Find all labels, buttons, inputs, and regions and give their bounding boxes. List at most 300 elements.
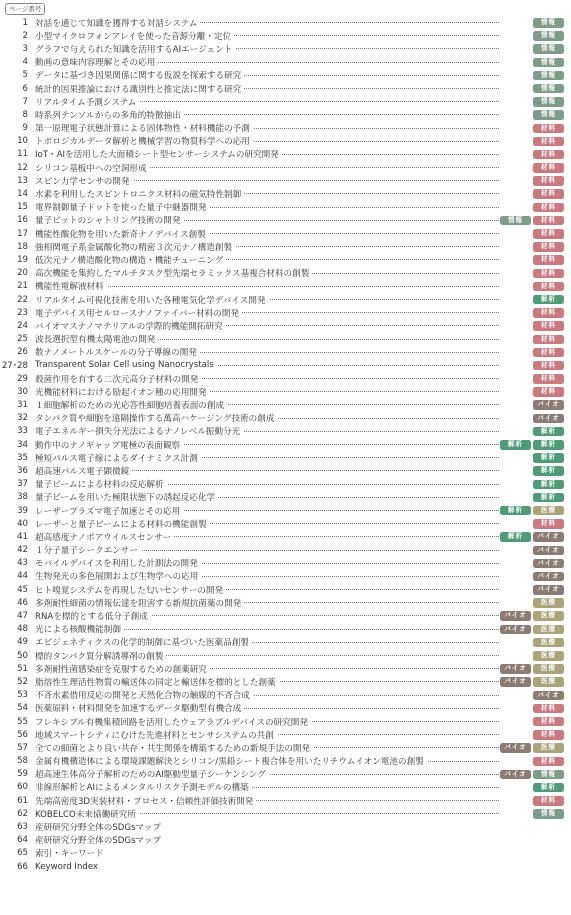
category-tags <box>533 150 564 160</box>
category-tag: 材料 <box>533 757 564 767</box>
category-tags <box>533 229 564 239</box>
category-tags <box>533 717 564 727</box>
toc-row[interactable] <box>0 860 571 873</box>
page-number: 9 <box>22 123 28 134</box>
toc-row[interactable] <box>0 56 571 69</box>
category-tags <box>533 414 564 424</box>
toc-title[interactable]: 動画の意味内容理解とその応用 <box>35 56 158 68</box>
category-tags <box>533 796 564 806</box>
toc-row[interactable] <box>0 333 571 346</box>
toc-row[interactable] <box>0 583 571 596</box>
category-tag: 材料 <box>533 519 564 529</box>
toc-title[interactable]: スピン力学センサの開発 <box>35 175 133 187</box>
category-tag: 情報 <box>533 770 564 780</box>
page-number: 7 <box>22 96 28 107</box>
category-tag: 材料 <box>533 269 564 279</box>
category-tag: 解析 <box>533 427 564 437</box>
category-tags <box>533 321 564 331</box>
category-tags <box>533 124 564 134</box>
category-tag: 解析 <box>533 480 564 490</box>
page-number: 38 <box>17 492 28 503</box>
page-number: 27･28 <box>1 361 28 372</box>
page-number: 58 <box>17 756 28 767</box>
toc-title[interactable]: 超高速生体高分子解析のためのAI駆動型量子シーケンシング <box>35 768 269 780</box>
toc-row[interactable] <box>0 346 571 359</box>
toc-title[interactable]: データに基づき因果関係に関する仮説を探索する研究 <box>35 69 244 81</box>
toc-row[interactable] <box>0 42 571 55</box>
category-tags <box>533 282 564 292</box>
page-number: 52 <box>17 676 28 687</box>
category-tag: 材料 <box>533 361 564 371</box>
page-number: 19 <box>17 254 28 265</box>
toc-title[interactable]: トポロジカルデータ解析と機械学習の物質科学への応用 <box>35 135 253 147</box>
page-number: 17 <box>17 228 28 239</box>
toc-title[interactable]: 産研研究分野全体のSDGsマップ <box>35 821 164 833</box>
category-tag: 医療 <box>533 664 564 674</box>
category-tag: 解析 <box>533 466 564 476</box>
category-tag: バイオ <box>500 677 531 687</box>
toc-row[interactable] <box>0 372 571 385</box>
category-tags <box>533 730 564 740</box>
toc-row[interactable] <box>0 557 571 570</box>
category-tag: 情報 <box>533 31 564 41</box>
page-number: 13 <box>17 175 28 186</box>
toc-row[interactable] <box>0 649 571 662</box>
category-tag: 情報 <box>533 97 564 107</box>
toc-row[interactable] <box>0 95 571 108</box>
toc-title[interactable]: グラフで与えられた知識を活用するAIエージェント <box>35 43 235 55</box>
toc-title[interactable]: 標的タンパク質分解誘導剤の創製 <box>35 650 166 662</box>
page-number: 53 <box>17 690 28 701</box>
category-tags <box>500 532 564 542</box>
page-number: 32 <box>17 413 28 424</box>
category-tag: 材料 <box>533 229 564 239</box>
page-number: 39 <box>17 505 28 516</box>
toc-title[interactable]: 金属有機構造体による環境課題解決とシリコン/黒鉛シート複合体を用いたリチウムイオン電池の創製 <box>35 755 427 767</box>
toc-title[interactable]: 電子デバイス用セルロースナノファイバー材料の開発 <box>35 307 242 319</box>
category-tag: 情報 <box>533 84 564 94</box>
category-tag: バイオ <box>500 611 531 621</box>
toc-row[interactable] <box>0 438 571 451</box>
toc-row[interactable] <box>0 781 571 794</box>
category-tag: 情報 <box>533 809 564 819</box>
page-number: 8 <box>22 109 28 120</box>
page-number: 57 <box>17 742 28 753</box>
page-number: 33 <box>17 426 28 437</box>
category-tag: バイオ <box>533 414 564 424</box>
category-tag: 材料 <box>533 137 564 147</box>
page-number: 37 <box>17 479 28 490</box>
toc-row[interactable] <box>0 214 571 227</box>
category-tag: 医療 <box>533 743 564 753</box>
toc-title[interactable]: 索引・キーワード <box>35 847 107 859</box>
category-tags <box>500 611 564 621</box>
toc-title[interactable]: モバイルデバイスを利用した計測法の開発 <box>35 557 201 569</box>
category-tags <box>533 269 564 279</box>
table-of-contents <box>0 16 571 873</box>
category-tag: バイオ <box>533 546 564 556</box>
toc-title[interactable]: 強相関電子系金属酸化物の精密３次元ナノ構造創製 <box>35 241 235 253</box>
category-tag: 情報 <box>533 18 564 28</box>
toc-title[interactable]: 電子エネルギー損失分光法によるナノレベル振動分光 <box>35 425 243 437</box>
category-tags <box>533 71 564 81</box>
toc-row[interactable] <box>0 702 571 715</box>
category-tags <box>533 691 564 701</box>
category-tag: 解析 <box>533 453 564 463</box>
category-tags <box>533 361 564 371</box>
category-tag: 材料 <box>533 242 564 252</box>
page-number-label: ページ番号 <box>5 3 45 15</box>
category-tag: 材料 <box>533 176 564 186</box>
page-number: 31 <box>17 400 28 411</box>
category-tag: 医療 <box>533 638 564 648</box>
toc-title[interactable]: 先端高密度3D実装材料・プロセス・信頼性評価技術開発 <box>35 795 256 807</box>
toc-row[interactable] <box>0 240 571 253</box>
category-tags <box>533 97 564 107</box>
page-number: 43 <box>17 558 28 569</box>
toc-row[interactable] <box>0 636 571 649</box>
toc-row[interactable] <box>0 715 571 728</box>
category-tags <box>533 31 564 41</box>
category-tags <box>533 809 564 819</box>
toc-row[interactable] <box>0 253 571 266</box>
page-number: 66 <box>17 861 28 872</box>
page-number: 14 <box>17 189 28 200</box>
toc-row[interactable] <box>0 504 571 517</box>
toc-row[interactable] <box>0 517 571 530</box>
toc-row[interactable] <box>0 425 571 438</box>
toc-title[interactable]: タンパク質や細胞を遠隔操作する萬高ハケージング技術の創成 <box>35 412 277 424</box>
category-tags <box>500 216 564 226</box>
toc-title[interactable]: Keyword Index <box>35 862 101 872</box>
category-tags <box>500 677 564 687</box>
toc-title[interactable]: 多剤耐性菌感染症を克服するための創薬研究 <box>35 663 210 675</box>
page-number: 51 <box>17 663 28 674</box>
toc-title[interactable]: 量子ビームによる材料の反応解析 <box>35 478 167 490</box>
toc-title[interactable]: 脂溶性生理活性物質の輸送体の同定と輸送体を標的とした創薬 <box>35 676 279 688</box>
toc-row[interactable] <box>0 174 571 187</box>
toc-row[interactable] <box>0 728 571 741</box>
toc-row[interactable] <box>0 359 571 372</box>
page-number: 3 <box>22 43 28 54</box>
category-tag: 材料 <box>533 387 564 397</box>
category-tags <box>500 506 564 516</box>
category-tag: バイオ <box>533 559 564 569</box>
toc-title[interactable]: 機能性電解液材料 <box>35 280 107 292</box>
page-number: 11 <box>17 149 28 160</box>
page-number: 30 <box>17 386 28 397</box>
toc-title[interactable]: シリコン基板中への空洞形成 <box>35 162 150 174</box>
page-number: 45 <box>17 584 28 595</box>
toc-row[interactable] <box>0 161 571 174</box>
page-number: 16 <box>17 215 28 226</box>
page-number: 59 <box>17 769 28 780</box>
toc-title[interactable]: 水素を利用したスピントロニクス材料の磁気特性制御 <box>35 188 244 200</box>
toc-title[interactable]: 医薬原料・材料開発を加速するデータ駆動型有機合成 <box>35 702 244 714</box>
toc-title[interactable]: 第一原理電子状態計算による固体物性・材料機能の予測 <box>35 122 253 134</box>
category-tags <box>533 308 564 318</box>
page-number: 62 <box>17 808 28 819</box>
page-number: 64 <box>17 835 28 846</box>
toc-row[interactable] <box>0 794 571 807</box>
category-tag: バイオ <box>500 625 531 635</box>
category-tag: 医療 <box>533 506 564 516</box>
category-tags <box>533 480 564 490</box>
page-number: 63 <box>17 822 28 833</box>
category-tag: 材料 <box>533 717 564 727</box>
toc-row[interactable] <box>0 623 571 636</box>
toc-title[interactable]: 光による核酸機能制御 <box>35 623 124 635</box>
toc-title[interactable]: ヒト嗅覚システムを再現した匂いセンサーの開発 <box>35 584 226 596</box>
toc-title[interactable]: 波長選択型有機太陽電池の開発 <box>35 333 158 345</box>
category-tags <box>500 625 564 635</box>
toc-row[interactable] <box>0 412 571 425</box>
category-tag: 解析 <box>533 493 564 503</box>
category-tag: 情報 <box>533 44 564 54</box>
toc-title[interactable]: RNAを標的とする低分子創成 <box>35 610 151 622</box>
toc-title[interactable]: リアルタイム予測システム <box>35 96 139 108</box>
toc-title[interactable]: 全ての細菌とより良い共存・共生関係を構築するための新規手法の開発 <box>35 742 313 754</box>
toc-title[interactable]: 産研研究分野全体のSDGsマップ <box>35 834 164 846</box>
page-number: 61 <box>17 795 28 806</box>
toc-title[interactable]: 電界制御量子ドットを使った量子中継器開発 <box>35 201 210 213</box>
page-number: 41 <box>17 531 28 542</box>
category-tag: 医療 <box>533 651 564 661</box>
category-tag: 材料 <box>533 348 564 358</box>
toc-row[interactable] <box>0 662 571 675</box>
page-number: 24 <box>17 320 28 331</box>
category-tags <box>533 176 564 186</box>
category-tag: 情報 <box>533 110 564 120</box>
toc-row[interactable] <box>0 16 571 29</box>
category-tag: 解析 <box>500 532 531 542</box>
toc-row[interactable] <box>0 570 571 583</box>
toc-title[interactable]: 統計的因果推論における識別性と推定法に関する研究 <box>35 83 244 95</box>
category-tag: 材料 <box>533 124 564 134</box>
toc-row[interactable] <box>0 464 571 477</box>
category-tags <box>533 546 564 556</box>
toc-row[interactable] <box>0 820 571 833</box>
category-tags <box>533 783 564 793</box>
toc-row[interactable] <box>0 319 571 332</box>
category-tags <box>533 110 564 120</box>
category-tags <box>533 335 564 345</box>
toc-row[interactable] <box>0 293 571 306</box>
toc-title[interactable]: 地域スマートシティにむけた先進材料とセンサシステムの共創 <box>35 729 277 741</box>
toc-title[interactable]: 量子ビットのシャトリング技術の開発 <box>35 214 183 226</box>
category-tags <box>533 44 564 54</box>
page-number: 2 <box>22 30 28 41</box>
page-number: 34 <box>17 439 28 450</box>
category-tags <box>500 770 564 780</box>
category-tags <box>533 58 564 68</box>
toc-row[interactable] <box>0 544 571 557</box>
category-tag: 材料 <box>533 189 564 199</box>
category-tags <box>533 137 564 147</box>
toc-title[interactable]: 光機能材料における励起イオン種の応用開発 <box>35 386 210 398</box>
toc-title[interactable]: KOBELCO未来協働研究所 <box>35 808 139 820</box>
category-tags <box>533 242 564 252</box>
page-number: 15 <box>17 202 28 213</box>
page-number: 25 <box>17 334 28 345</box>
toc-row[interactable] <box>0 108 571 121</box>
toc-title[interactable]: 機能性酸化物を用いた新奇ナノデバイス創製 <box>35 228 209 240</box>
toc-row[interactable] <box>0 689 571 702</box>
category-tag: 情報 <box>500 216 531 226</box>
category-tag: 医療 <box>533 598 564 608</box>
toc-title[interactable]: １分子量子シークエンサー <box>35 544 141 556</box>
page-number: 36 <box>17 465 28 476</box>
category-tag: 材料 <box>533 216 564 226</box>
category-tag: 材料 <box>533 255 564 265</box>
toc-row[interactable] <box>0 187 571 200</box>
page-number: 56 <box>17 729 28 740</box>
category-tags <box>533 704 564 714</box>
toc-row[interactable] <box>0 135 571 148</box>
toc-title[interactable]: レーザープラズマ電子加速とその応用 <box>35 505 183 517</box>
category-tags <box>533 255 564 265</box>
toc-title[interactable]: 動作中のナノギャップ電極の表面観察 <box>35 439 183 451</box>
toc-title[interactable]: 生物発光の多色展開および生物学への応用 <box>35 570 201 582</box>
category-tags <box>533 598 564 608</box>
page-number: 21 <box>17 281 28 292</box>
toc-title[interactable]: 殺菌作用を有する二次元高分子材料の開発 <box>35 373 201 385</box>
category-tag: 材料 <box>533 308 564 318</box>
category-tag: 材料 <box>533 730 564 740</box>
toc-title[interactable]: IoT・AIを活用した大面積シート型センサーシステムの研究開発 <box>35 148 282 160</box>
page-number: 40 <box>17 518 28 529</box>
category-tags <box>533 163 564 173</box>
toc-row[interactable] <box>0 280 571 293</box>
toc-title[interactable]: 超高感度ナノポアウイルスセンサー <box>35 531 174 543</box>
page-number: 6 <box>22 83 28 94</box>
toc-row[interactable] <box>0 807 571 820</box>
category-tag: 材料 <box>533 321 564 331</box>
category-tag: バイオ <box>500 770 531 780</box>
toc-row[interactable] <box>0 227 571 240</box>
toc-title[interactable]: 数ナノメートルスケールの分子導線の開発 <box>35 346 200 358</box>
toc-row[interactable] <box>0 122 571 135</box>
category-tags <box>533 757 564 767</box>
page-number: 55 <box>17 716 28 727</box>
toc-title[interactable]: 量子ビームを用いた極限状態下の誘起反応化学 <box>35 491 218 503</box>
page-number: 18 <box>17 241 28 252</box>
category-tag: 材料 <box>533 282 564 292</box>
toc-title[interactable]: 多剤耐性細菌の情報伝達を阻害する新規抗菌薬の開発 <box>35 597 244 609</box>
category-tags <box>533 387 564 397</box>
toc-row[interactable] <box>0 491 571 504</box>
toc-row[interactable] <box>0 385 571 398</box>
page-number: 4 <box>22 57 28 68</box>
page-number: 20 <box>17 268 28 279</box>
toc-row[interactable] <box>0 834 571 847</box>
category-tags <box>533 585 564 595</box>
toc-row[interactable] <box>0 755 571 768</box>
category-tags <box>533 651 564 661</box>
toc-title[interactable]: １細胞解析のための光応答性細胞培養表面の創成 <box>35 399 227 411</box>
toc-row[interactable] <box>0 741 571 754</box>
toc-title[interactable]: 超高速パルス電子顕微鏡 <box>35 465 132 477</box>
toc-row[interactable] <box>0 398 571 411</box>
category-tags <box>533 295 564 305</box>
toc-title[interactable]: 非線形解析とAIによるメンタルリスク予測モデルの構築 <box>35 781 252 793</box>
category-tag: 情報 <box>533 58 564 68</box>
toc-row[interactable] <box>0 847 571 860</box>
toc-row[interactable] <box>0 82 571 95</box>
category-tag: 材料 <box>533 374 564 384</box>
toc-title[interactable]: エピジェネティクスの化学的制御に基づいた医薬品創製 <box>35 636 252 648</box>
toc-row[interactable] <box>0 306 571 319</box>
toc-title[interactable]: Transparent Solar Cell using Nanocrystals <box>35 360 217 370</box>
page-number: 65 <box>17 848 28 859</box>
page-number: 5 <box>22 70 28 81</box>
toc-row[interactable] <box>0 675 571 688</box>
page-number: 44 <box>17 571 28 582</box>
page-number: 1 <box>22 17 28 28</box>
toc-title[interactable]: 不斉水素借用反応の開発と天然化合物の触媒的不斉合成 <box>35 689 253 701</box>
toc-row[interactable] <box>0 148 571 161</box>
category-tag: 医療 <box>533 625 564 635</box>
toc-row[interactable] <box>0 768 571 781</box>
category-tag: 解析 <box>500 506 531 516</box>
category-tags <box>533 453 564 463</box>
category-tag: バイオ <box>500 664 531 674</box>
toc-title[interactable]: フレキシブル有機集積回路を活用したウェアラブルデバイスの研究開発 <box>35 716 311 728</box>
category-tag: バイオ <box>533 532 564 542</box>
category-tags <box>533 427 564 437</box>
toc-title[interactable]: 高次機能を集約したマルチタスク型先端セラミックス基複合材料の創製 <box>35 267 312 279</box>
toc-row[interactable] <box>0 201 571 214</box>
toc-title[interactable]: レーザーと量子ビームによる材料の機能創製 <box>35 518 210 530</box>
toc-row[interactable] <box>0 29 571 42</box>
toc-title[interactable]: 対話を通じて知識を獲得する対話システム <box>35 17 200 29</box>
category-tag: 医療 <box>533 677 564 687</box>
toc-row[interactable] <box>0 451 571 464</box>
page-number: 46 <box>17 597 28 608</box>
category-tag: 情報 <box>533 71 564 81</box>
toc-row[interactable] <box>0 267 571 280</box>
page-number: 49 <box>17 637 28 648</box>
toc-row[interactable] <box>0 478 571 491</box>
toc-title[interactable]: 時系列テンソルからの多角的特徴抽出 <box>35 109 184 121</box>
category-tag: 材料 <box>533 704 564 714</box>
category-tags <box>533 84 564 94</box>
toc-title[interactable]: リアルタイム可視化技術を用いた各種電気化学デバイス開発 <box>35 294 269 306</box>
page-number: 47 <box>17 611 28 622</box>
category-tags <box>533 559 564 569</box>
category-tag: バイオ <box>500 743 531 753</box>
page-number: 23 <box>17 307 28 318</box>
toc-row[interactable] <box>0 596 571 609</box>
toc-title[interactable]: 低次元ナノ構造酸化物の構造・機能チューニング <box>35 254 226 266</box>
category-tag: 材料 <box>533 150 564 160</box>
toc-title[interactable]: 極短パルス電子線によるダイナミクス計測 <box>35 452 201 464</box>
toc-row[interactable] <box>0 69 571 82</box>
toc-row[interactable] <box>0 530 571 543</box>
category-tag: 医療 <box>533 611 564 621</box>
toc-title[interactable]: バイオマスナノマテリアルの学際的機能開拓研究 <box>35 320 226 332</box>
category-tags <box>533 18 564 28</box>
page-number: 22 <box>17 294 28 305</box>
page-number: 48 <box>17 624 28 635</box>
page-number: 35 <box>17 452 28 463</box>
category-tags <box>533 348 564 358</box>
toc-title[interactable]: 小型マイクロフォンアレイを使った音源分離・定位 <box>35 30 234 42</box>
category-tag: 材料 <box>533 796 564 806</box>
toc-row[interactable] <box>0 609 571 622</box>
category-tag: 解析 <box>533 783 564 793</box>
category-tags <box>533 203 564 213</box>
